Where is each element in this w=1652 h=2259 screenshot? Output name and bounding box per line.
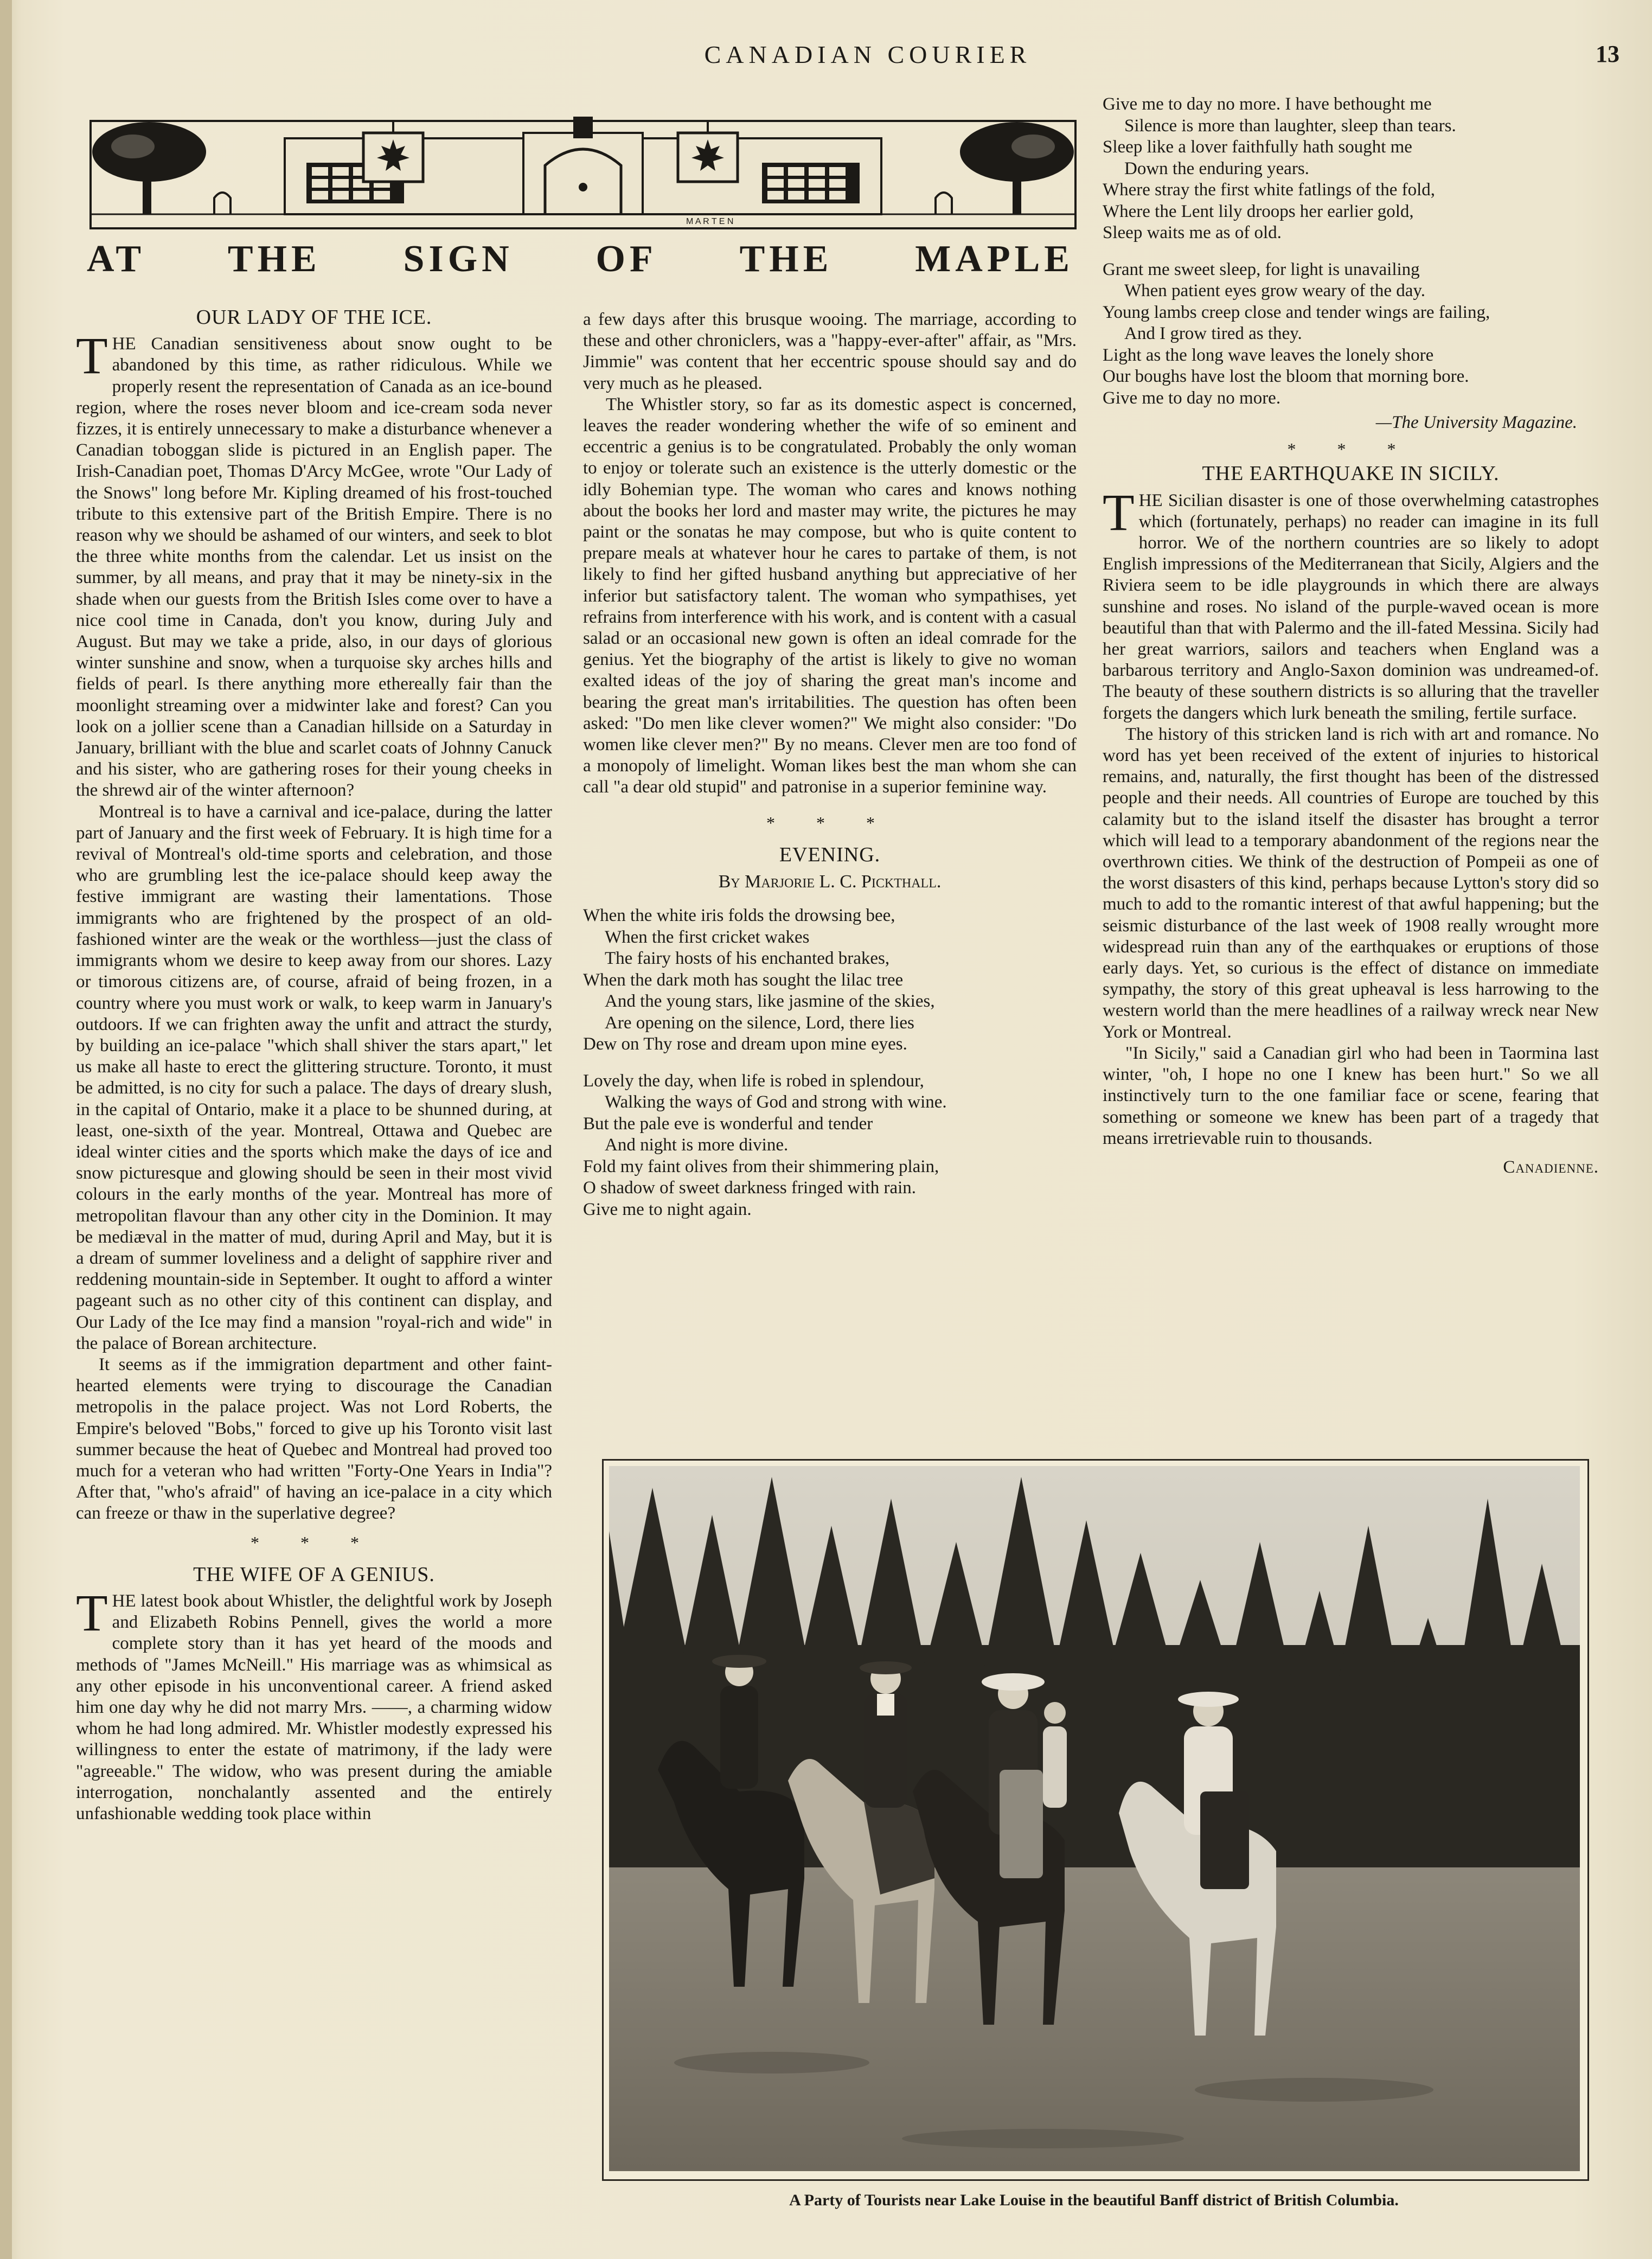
verse-line: When the dark moth has sought the lilac tree	[583, 970, 904, 990]
article-paragraph: "In Sicily," said a Canadian girl who had been in Taormina last winter, "oh, I hope no one I knew has been hurt." So we all instinctively turn to the one familiar face or scene, fearing that something or someone we knew has been part of a tragedy that means irretrievable ruin to thousands.	[1103, 1043, 1599, 1148]
verse-line: Where stray the first white fatlings of the fold,	[1103, 180, 1436, 200]
column-2	[583, 309, 1077, 1236]
verse-line: Walking the ways of God and strong with wine.	[605, 1092, 947, 1112]
section-separator: * * *	[251, 1532, 377, 1552]
article-paragraph: THE Sicilian disaster is one of those overwhelming catastrophes which (fortunately, perhaps) no reader can imagine in its full horror. We of the northern countries are so likely to adopt English impressions of the Mediterranean that Sicily, Algiers and the Riviera seem to be idle playgrounds in which there are always sunshine and roses. No island of the purple-waved ocean is more beautiful than that with Palermo and the ill-fated Messina. Sicily had her great warriors, sailors and teachers when England was a barbarous territory and Anglo-Saxon dominion was undreamed-of. The beauty of these southern districts is so alluring that the traveller forgets the dangers which lurk beneath the smiling, fertile surface.	[1103, 483, 1599, 723]
photo-frame	[602, 1459, 1589, 2181]
column-1	[76, 304, 552, 1825]
verse-line: Our boughs have lost the bloom that morning bore.	[1103, 367, 1469, 386]
verse-line: Fold my faint olives from their shimmering plain,	[583, 1156, 939, 1176]
verse-line: When the first cricket wakes	[605, 927, 810, 947]
tourists-on-horseback-photo	[609, 1466, 1580, 2171]
verse-line: Where the Lent lily droops her earlier gold,	[1103, 201, 1414, 221]
poem-stanza	[583, 1071, 1077, 1221]
poem-attribution: —The University Magazine.	[1375, 413, 1577, 432]
page-number: 13	[1596, 41, 1619, 67]
verse-line: But the pale eve is wonderful and tender	[583, 1113, 873, 1134]
verse-line: The fairy hosts of his enchanted brakes,	[605, 949, 890, 969]
poem-stanza	[1103, 94, 1599, 244]
verse-line: Down the enduring years.	[1124, 158, 1309, 178]
section-separator: * * *	[1287, 439, 1414, 459]
poem-title: EVENING.	[779, 843, 881, 866]
article-paragraph: The Whistler story, so far as its domestic aspect is concerned, leaves the reader wondering whether the wife of so eminent and eccentric a genius is to be congratulated. Probably the only woman to enjoy or tolerate such an existence is the utterly domestic or the idly Bohemian type. The woman who cares and knows nothing about the books her lord and master may write, the pictures he may paint or the sonatas he may compose, but who is quite content to prepare meals at whatever hour he cares to partake of them, is not likely to find her gifted husband anything but appreciative of her inferior but satisfactory talent. The woman who sympathises, yet refrains from interference with his work, and is content with a casual salad or an occasional new gown is often an ideal comrade for the genius. Yet the biography of the artist is likely to give no woman exalted ideas of the joy of sharing the great man's income and bearing the great man's irritabilities. The question has often been asked: "Do men like clever women?" We might also consider: "Do women like clever men?" By no means. Clever men are too fond of a monopoly of limelight. Woman likes best the man whom she can call "a dear old stupid" and patronise in a superior feminine way.	[583, 394, 1077, 797]
verse-line: Sleep like a lover faithfully hath sought me	[1103, 137, 1412, 157]
section-title-word: OF	[596, 238, 657, 280]
verse-line: Give me to day no more.	[1103, 388, 1281, 408]
verse-line: Silence is more than laughter, sleep than tears.	[1124, 116, 1456, 136]
section-title	[87, 238, 1074, 281]
article-headline: THE WIFE OF A GENIUS.	[193, 1563, 435, 1586]
drop-cap: T	[76, 1583, 108, 1642]
drop-cap: T	[1103, 483, 1135, 541]
article-paragraph: Montreal is to have a carnival and ice-palace, during the latter part of January and the first week of February. It is high time for a revival of Montreal's old-time sports and celebration, and those who are grumbling lest the ice-palace should keep away the festive immigrant are wasting their lamentations. Those immigrants who are frightened by the prospect of an old-fashioned winter are the weak or the worthless—just the class of immigrants whom we desire to keep away from our shores. Lazy or timorous citizens are, of course, afraid of being frozen, in a country where you must work or walk, to keep warm in January's outdoors. If we can frighten away the unfit and attract the sturdy, by building an ice-palace "which shall shiver the stars apart," let us make all haste to erect the glittering structure. Toronto, it must be admitted, is no city for such a palace. The days of dreary slush, in the capital of Ontario, make it a place to be shunned during, at least, one-sixth of the year. Montreal, Ottawa and Quebec are ideal winter cities and the sports which make the days of ice and snow picturesque and glowing should be seen in their most vivid colours in the early months of the year. Montreal has more of metropolitan flavour than any other city in the Dominion. It may be mediæval in the matter of mud, during April and May, but it is a dream of summer loveliness and a delight of sapphire river and reddening mountain-side in September. It ought to afford a winter pageant such as no other city of this continent can display, and Our Lady of the Ice may find a mansion "royal-rich and wide" in the palace of Borean architecture.	[76, 802, 552, 1353]
section-title-word: THE	[739, 238, 833, 280]
article-paragraph: The history of this stricken land is rich with art and romance. No word has yet been received of the extent of injuries to historical remains, and, naturally, the first thought has been of the distressed people and their needs. All countries of Europe are touched by this calamity but to the island itself the disaster has brought a terror which will lead to a temporary abandonment of the regions near the overthrown cities. We think of the destruction of Pompeii as one of the worst disasters of this kind, perhaps because Lytton's story did so much to add to the romantic interest of that awful happening; but the seismic disturbance of the last week of 1908 really wrought more widespread ruin than any of the earthquakes or eruptions of those early days. Yet, so curious is the effect of distance on immediate sympathy, the story of this great upheaval is less harrowing to the western world than the mere headlines of a railway wreck near New York or Montreal.	[1103, 724, 1599, 1042]
verse-line: And the young stars, like jasmine of the skies,	[605, 991, 935, 1012]
left-tree-icon	[92, 122, 206, 214]
verse-line: When the white iris folds the drowsing bee,	[583, 906, 895, 926]
verse-line: Are opening on the silence, Lord, there lies	[605, 1013, 914, 1033]
right-tree-icon	[960, 122, 1074, 214]
verse-line: Give me to day no more. I have bethought me	[1103, 94, 1432, 114]
article-paragraph: THE latest book about Whistler, the delightful work by Joseph and Elizabeth Robins Pennell, gives the world a more complete story than it has yet heard of the moods and methods of "James McNeill." His marriage was as whimsical as any other episode in his unconventional career. A friend asked him one day why he did not marry Mrs. ——, a charming widow whom he had long admired. Mr. Whistler modestly expressed his willingness to enter the estate of matrimony, if the lady were "agreeable." The widow, who was present during the amiable interrogation, nonchalantly assented and the entirely unfashionable wedding took place within	[76, 1583, 552, 1824]
photo-caption: A Party of Tourists near Lake Louise in the beautiful Banff district of British Columbia.	[789, 2191, 1399, 2209]
article-headline: THE EARTHQUAKE IN SICILY.	[1202, 462, 1500, 485]
author-signature: Canadienne.	[1503, 1157, 1599, 1177]
maple-leaf-sign-left-icon	[363, 121, 423, 182]
article-headline: OUR LADY OF THE ICE.	[196, 306, 432, 329]
verse-line: Lovely the day, when life is robed in splendour,	[583, 1071, 924, 1091]
section-title-word: AT	[87, 238, 146, 280]
poem-verse	[583, 905, 1077, 1220]
verse-line: Give me to night again.	[583, 1199, 752, 1219]
poem-verse-continued	[1103, 94, 1599, 409]
artist-signature: M A R T E N	[686, 217, 734, 226]
verse-line: O shadow of sweet darkness fringed with rain.	[583, 1178, 917, 1198]
verse-line: And night is more divine.	[605, 1135, 789, 1155]
section-title-word: SIGN	[403, 238, 514, 280]
article-paragraph: THE Canadian sensitiveness about snow ought to be abandoned by this time, as rather ridiculous. While we properly resent the representation of Canada as an ice-bound region, where the roses never bloom and ice-cream soda never fizzes, it is entirely unnecessary to make a disturbance whenever a Canadian toboggan slide is pictured in an English paper. The Irish-Canadian poet, Thomas D'Arcy McGee, wrote "Our Lady of the Snows" long before Mr. Kipling dreamed of his frost-touched tribute to this extensive part of the British Empire. There is no reason why we should be ashamed of our winters, and seek to blot the three white months from the calendar. Let us insist on the summer, by all means, and pray that it may be ninety-six in the shade when our guests from the British Isles come over to have a nice cool time in Canada, don't you know, during July and August. But may we take a pride, also, in our days of glorious winter sunshine and snow, when a turquoise sky arches hills and fields of pearl. Is there anything more ethereally fair than the moonlight streaming over a midwinter lake and forest? Can you look on a jollier scene than a Canadian hillside on a Saturday in January, brilliant with the blue and scarlet coats of Johnny Canuck and his sister, who are gathering roses for their young cheeks in the shrewd air of the winter afternoon?	[76, 327, 552, 801]
article-paragraph: a few days after this brusque wooing. The marriage, according to these and other chroniclers, was a "happy-ever-after" affair, as "Mrs. Jimmie" was content that her eccentric spouse should say and do very much as he pleased.	[583, 310, 1077, 393]
section-separator: * * *	[766, 812, 893, 833]
article-paragraph: It seems as if the immigration department and other faint-hearted elements were trying to discourage the Canadian metropolis in the palace project. Was not Lord Roberts, the Empire's beloved "Bobs," forced to give up his Toronto visit last summer because the heat of Quebec and Montreal had proved too much for a veteran who had written "Forty-One Years in India"? After that, "who's afraid" of having an ice-palace in a city which can freeze or thaw in the superlative degree?	[76, 1354, 552, 1524]
poem-stanza	[1103, 259, 1599, 409]
poem-stanza	[583, 905, 1077, 1055]
verse-line: Light as the long wave leaves the lonely shore	[1103, 345, 1434, 365]
verse-line: Sleep waits me as of old.	[1103, 223, 1282, 242]
verse-line: Young lambs creep close and tender wings are failing,	[1103, 302, 1490, 322]
maple-leaf-sign-right-icon	[678, 121, 738, 182]
verse-line: Dew on Thy rose and dream upon mine eyes.	[583, 1034, 907, 1054]
section-title-word: THE	[227, 238, 321, 280]
drop-cap: T	[76, 327, 108, 385]
verse-line: And I grow tired as they.	[1124, 324, 1302, 343]
column-3	[1103, 94, 1599, 1178]
maple-sign-banner-illustration	[89, 100, 1077, 231]
section-title-word: MAPLE	[915, 238, 1074, 280]
verse-line: When patient eyes grow weary of the day.	[1124, 281, 1425, 300]
verse-line: Grant me sweet sleep, for light is unavailing	[1103, 259, 1420, 279]
poem-byline: By Marjorie L. C. Pickthall.	[718, 872, 942, 892]
page-gutter	[0, 0, 12, 2259]
running-title: CANADIAN COURIER	[704, 41, 1032, 68]
